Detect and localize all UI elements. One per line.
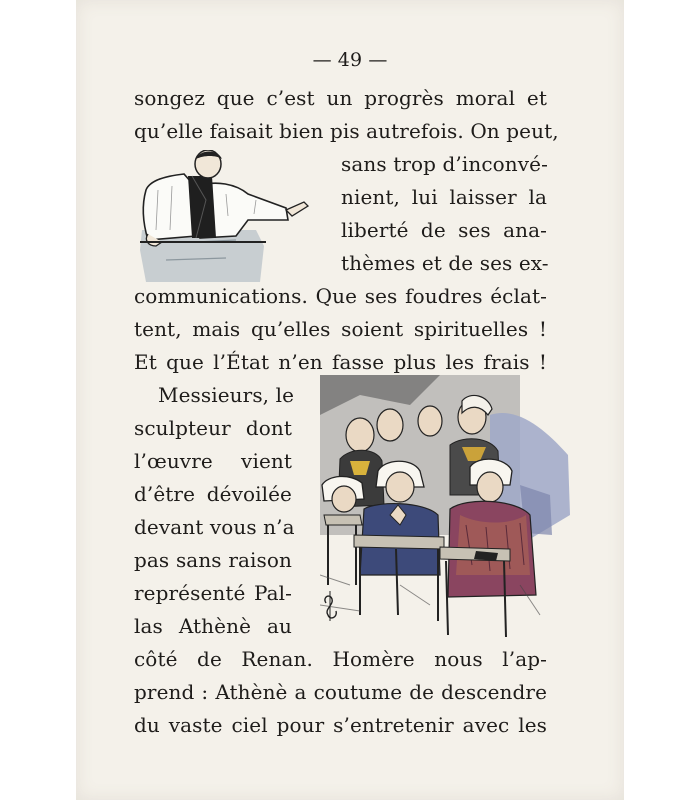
text-line: du vaste ciel pour s’entretenir avec les: [134, 713, 547, 737]
text-line: pas sans raison: [134, 548, 292, 572]
text-line: sans trop d’inconvé-: [341, 152, 548, 176]
text-line: communications. Que ses foudres éclat-: [134, 284, 547, 308]
congregation-of-women-illustration: [320, 375, 576, 645]
text-line: las Athènè au: [134, 614, 292, 638]
text-line: liberté de ses ana-: [341, 218, 547, 242]
priest-at-pulpit-illustration: [136, 150, 336, 282]
text-line: d’être dévoilée: [134, 482, 292, 506]
text-line: devant vous n’a: [134, 515, 295, 539]
text-line: Messieurs, le: [158, 383, 295, 407]
text-line: l’œuvre vient: [134, 449, 292, 473]
text-line: tent, mais qu’elles soient spirituelles !: [134, 317, 547, 341]
text-line: Et que l’État n’en fasse plus les frais !: [134, 350, 547, 374]
text-line: nient, lui laisser la: [341, 185, 547, 209]
text-line: représenté Pal-: [134, 581, 292, 605]
text-line: songez que c’est un progrès moral et: [134, 86, 547, 110]
text-line: thèmes et de ses ex-: [341, 251, 549, 275]
text-line: prend : Athènè a coutume de descendre: [134, 680, 547, 704]
text-line: côté de Renan. Homère nous l’ap-: [134, 647, 547, 671]
text-line: sculpteur dont: [134, 416, 292, 440]
book-page: [76, 0, 624, 800]
text-line: qu’elle faisait bien pis autrefois. On peut,: [134, 119, 559, 143]
page-number: — 49 —: [312, 49, 388, 71]
